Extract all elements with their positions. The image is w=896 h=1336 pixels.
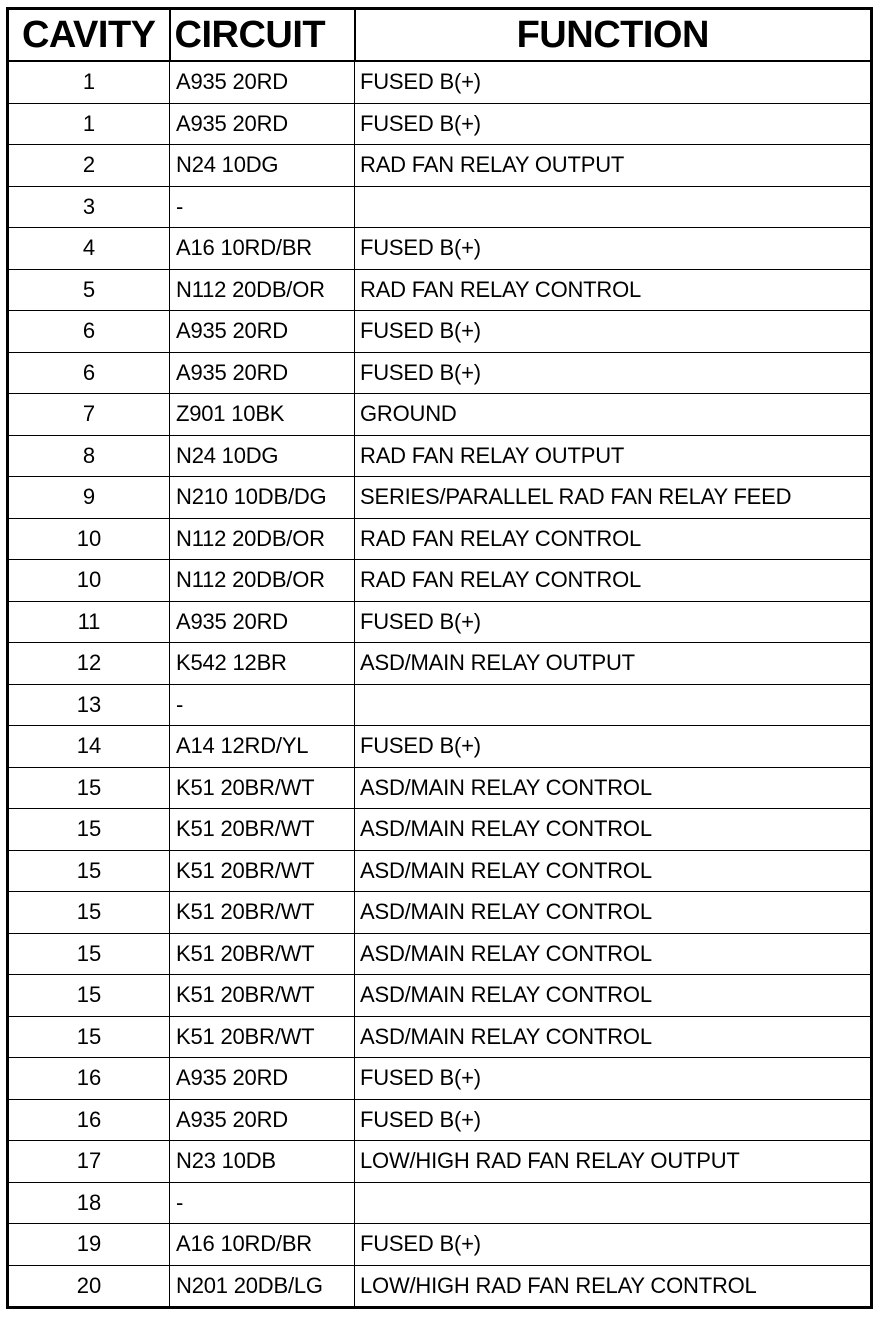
cavity-cell: 10 [8,560,170,602]
circuit-cell: A935 20RD [170,103,355,145]
function-cell: FUSED B(+) [355,61,872,103]
circuit-cell: N112 20DB/OR [170,518,355,560]
cavity-cell: 8 [8,435,170,477]
cavity-cell: 20 [8,1265,170,1308]
connector-pinout-document [6,7,870,1309]
table-header [8,9,872,62]
circuit-cell: K51 20BR/WT [170,975,355,1017]
table-row [8,518,872,560]
circuit-cell: Z901 10BK [170,394,355,436]
cavity-cell: 11 [8,601,170,643]
table-row [8,145,872,187]
table-row [8,1224,872,1266]
table-row [8,601,872,643]
cavity-cell: 6 [8,311,170,353]
function-cell [355,1182,872,1224]
function-cell [355,186,872,228]
table-row [8,975,872,1017]
circuit-cell: K51 20BR/WT [170,1016,355,1058]
cavity-cell: 18 [8,1182,170,1224]
function-cell: RAD FAN RELAY OUTPUT [355,145,872,187]
function-cell: FUSED B(+) [355,1099,872,1141]
circuit-cell: N112 20DB/OR [170,560,355,602]
cavity-cell: 4 [8,228,170,270]
circuit-cell: N201 20DB/LG [170,1265,355,1308]
function-column-header: FUNCTION [355,9,872,62]
function-cell: ASD/MAIN RELAY CONTROL [355,933,872,975]
cavity-cell: 17 [8,1141,170,1183]
cavity-cell: 3 [8,186,170,228]
circuit-cell: A935 20RD [170,601,355,643]
table-row [8,1182,872,1224]
circuit-cell: K51 20BR/WT [170,809,355,851]
cavity-cell: 16 [8,1058,170,1100]
cavity-cell: 15 [8,1016,170,1058]
cavity-cell: 12 [8,643,170,685]
cavity-cell: 5 [8,269,170,311]
cavity-circuit-function-table [6,7,873,1309]
function-cell: GROUND [355,394,872,436]
function-cell [355,684,872,726]
table-row [8,1265,872,1308]
circuit-cell: A935 20RD [170,311,355,353]
circuit-column-header: CIRCUIT [170,9,355,62]
table-row [8,850,872,892]
table-body [8,61,872,1308]
circuit-cell: A14 12RD/YL [170,726,355,768]
function-cell: RAD FAN RELAY CONTROL [355,269,872,311]
function-cell: FUSED B(+) [355,228,872,270]
table-row [8,228,872,270]
cavity-cell: 1 [8,103,170,145]
cavity-cell: 15 [8,892,170,934]
circuit-cell: A935 20RD [170,1058,355,1100]
header-row [8,9,872,62]
function-cell: RAD FAN RELAY OUTPUT [355,435,872,477]
circuit-cell: K51 20BR/WT [170,850,355,892]
table-row [8,269,872,311]
cavity-cell: 15 [8,850,170,892]
table-row [8,1141,872,1183]
circuit-cell: A935 20RD [170,1099,355,1141]
function-cell: ASD/MAIN RELAY CONTROL [355,1016,872,1058]
cavity-cell: 14 [8,726,170,768]
cavity-cell: 16 [8,1099,170,1141]
table-row [8,809,872,851]
function-cell: FUSED B(+) [355,352,872,394]
cavity-cell: 15 [8,809,170,851]
function-cell: LOW/HIGH RAD FAN RELAY CONTROL [355,1265,872,1308]
function-cell: FUSED B(+) [355,726,872,768]
table-row [8,394,872,436]
cavity-cell: 9 [8,477,170,519]
circuit-cell: A935 20RD [170,352,355,394]
circuit-cell: N210 10DB/DG [170,477,355,519]
function-cell: ASD/MAIN RELAY CONTROL [355,767,872,809]
cavity-cell: 19 [8,1224,170,1266]
circuit-cell: K542 12BR [170,643,355,685]
circuit-cell: N112 20DB/OR [170,269,355,311]
table-row [8,311,872,353]
table-row [8,477,872,519]
cavity-column-header: CAVITY [8,9,170,62]
function-cell: FUSED B(+) [355,1058,872,1100]
cavity-cell: 15 [8,933,170,975]
table-row [8,1099,872,1141]
function-cell: RAD FAN RELAY CONTROL [355,560,872,602]
cavity-cell: 2 [8,145,170,187]
circuit-cell: N24 10DG [170,435,355,477]
table-row [8,684,872,726]
circuit-cell: - [170,186,355,228]
table-row [8,892,872,934]
table-row [8,435,872,477]
table-row [8,352,872,394]
function-cell: LOW/HIGH RAD FAN RELAY OUTPUT [355,1141,872,1183]
function-cell: FUSED B(+) [355,311,872,353]
circuit-cell: K51 20BR/WT [170,892,355,934]
table-row [8,1016,872,1058]
circuit-cell: K51 20BR/WT [170,933,355,975]
function-cell: FUSED B(+) [355,601,872,643]
table-row [8,103,872,145]
cavity-cell: 7 [8,394,170,436]
cavity-cell: 6 [8,352,170,394]
table-row [8,933,872,975]
circuit-cell: K51 20BR/WT [170,767,355,809]
function-cell: FUSED B(+) [355,103,872,145]
function-cell: ASD/MAIN RELAY CONTROL [355,892,872,934]
circuit-cell: A16 10RD/BR [170,228,355,270]
circuit-cell: A935 20RD [170,61,355,103]
cavity-cell: 15 [8,975,170,1017]
circuit-cell: A16 10RD/BR [170,1224,355,1266]
cavity-cell: 1 [8,61,170,103]
table-row [8,643,872,685]
function-cell: ASD/MAIN RELAY OUTPUT [355,643,872,685]
table-row [8,61,872,103]
function-cell: RAD FAN RELAY CONTROL [355,518,872,560]
function-cell: ASD/MAIN RELAY CONTROL [355,809,872,851]
function-cell: ASD/MAIN RELAY CONTROL [355,975,872,1017]
function-cell: FUSED B(+) [355,1224,872,1266]
table-row [8,186,872,228]
table-row [8,1058,872,1100]
cavity-cell: 13 [8,684,170,726]
cavity-cell: 10 [8,518,170,560]
circuit-cell: N24 10DG [170,145,355,187]
function-cell: SERIES/PARALLEL RAD FAN RELAY FEED [355,477,872,519]
function-cell: ASD/MAIN RELAY CONTROL [355,850,872,892]
circuit-cell: - [170,1182,355,1224]
cavity-cell: 15 [8,767,170,809]
table-row [8,767,872,809]
table-row [8,726,872,768]
table-row [8,560,872,602]
circuit-cell: - [170,684,355,726]
circuit-cell: N23 10DB [170,1141,355,1183]
